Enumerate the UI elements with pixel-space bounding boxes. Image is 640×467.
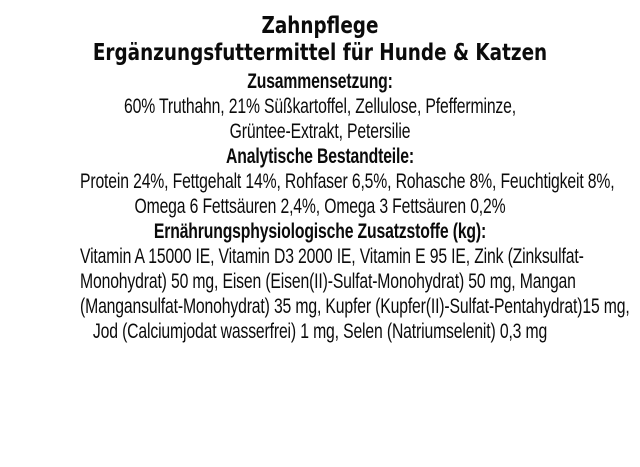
label-body	[80, 69, 630, 344]
section-heading-zusatzstoffe: Ernährungsphysiologische Zusatzstoffe (kg):	[153, 220, 487, 243]
section-heading-analytische-bestandteile: Analytische Bestandteile:	[226, 145, 414, 168]
section-heading-zusammensetzung: Zusammensetzung:	[247, 70, 393, 93]
product-title: Zahnpflege	[261, 13, 379, 39]
additives-line-3: (Mangansulfat-Monohydrat) 35 mg, Kupfer (Kupfer(II)-Sulfat-Pentahydrat)15 mg,	[80, 295, 630, 318]
analytical-line-1: Protein 24%, Fettgehalt 14%, Rohfaser 6,5%, Rohasche 8%, Feuchtigkeit 8%,	[80, 170, 615, 193]
composition-line-2: Grüntee-Extrakt, Petersilie	[229, 120, 411, 143]
additives-line-2: Monohydrat) 50 mg, Eisen (Eisen(II)-Sulfat-Monohydrat) 50 mg, Mangan	[80, 270, 576, 293]
label-header	[64, 13, 576, 67]
additives-line-1: Vitamin A 15000 IE, Vitamin D3 2000 IE, Vitamin E 95 IE, Zink (Zinksulfat-	[80, 245, 584, 268]
composition-line-1: 60% Truthahn, 21% Süßkartoffel, Zellulose, Pfefferminze,	[124, 95, 516, 118]
analytical-line-2: Omega 6 Fettsäuren 2,4%, Omega 3 Fettsäuren 0,2%	[134, 195, 506, 218]
additives-line-4: Jod (Calciumjodat wasserfrei) 1 mg, Selen (Natriumselenit) 0,3 mg	[92, 320, 548, 343]
product-subtitle: Ergänzungsfuttermittel für Hunde & Katzen	[92, 40, 548, 66]
